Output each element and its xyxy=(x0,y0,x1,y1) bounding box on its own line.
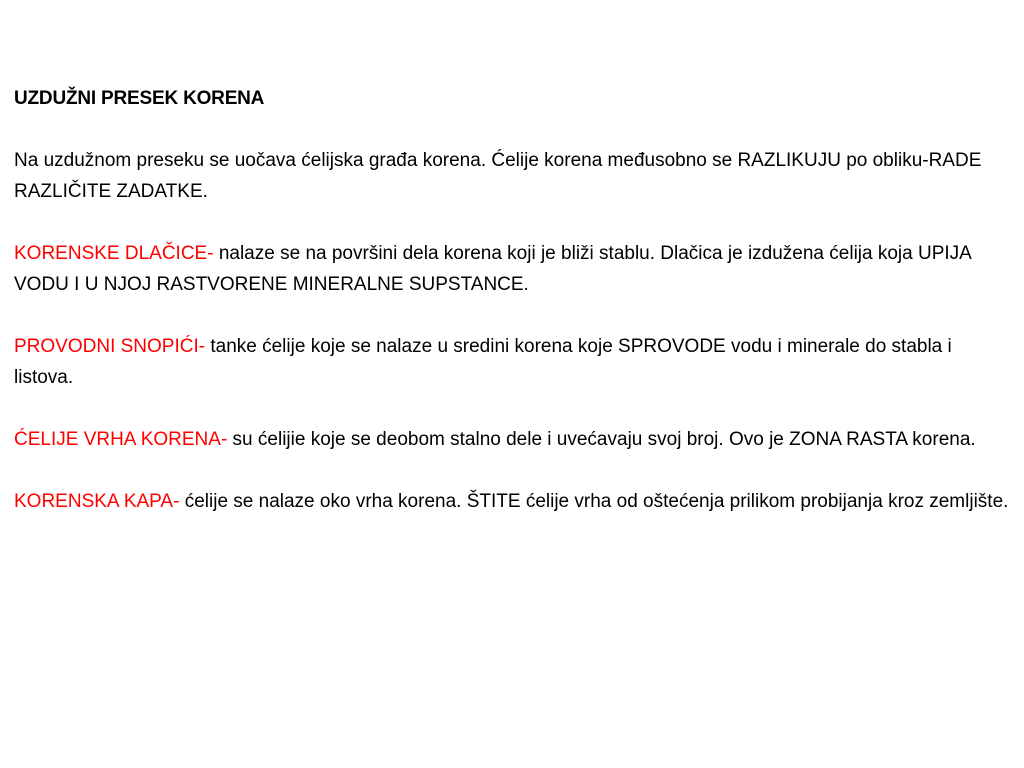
section-text: nalaze se na površini dela korena koji je bliži stablu. Dlačica je izdužena ćelija koja UPIJA VODU I U NJOJ RASTVORENE MINERALNE SUPSTANCE. xyxy=(14,243,971,295)
section-vascular-bundles xyxy=(14,331,1014,393)
section-text: su ćelijie koje se deobom stalno dele i uvećavaju svoj broj. Ovo je ZONA RASTA korena. xyxy=(227,429,976,450)
slide-title: UZDUŽNI PRESEK KORENA xyxy=(14,88,265,109)
section-root-cap xyxy=(14,486,1014,517)
intro-paragraph: Na uzdužnom preseku se uočava ćelijska građa korena. Ćelije korena međusobno se RAZLIKUJU po obliku-RADE RAZLIČITE ZADATKE. xyxy=(14,150,982,202)
section-text: ćelije se nalaze oko vrha korena. ŠTITE ćelije vrha od oštećenja prilikom probijanja kroz zemljište. xyxy=(179,491,1009,512)
slide-content xyxy=(14,83,1014,548)
section-term: ĆELIJE VRHA KORENA- xyxy=(14,429,228,450)
section-root-tip-cells xyxy=(14,424,1014,455)
section-root-hairs xyxy=(14,238,1014,300)
section-text: tanke ćelije koje se nalaze u sredini korena koje SPROVODE vodu i minerale do stabla i listova. xyxy=(14,336,952,388)
section-term: KORENSKE DLAČICE- xyxy=(14,243,214,264)
section-term: KORENSKA KAPA- xyxy=(14,491,180,512)
section-term: PROVODNI SNOPIĆI- xyxy=(14,336,206,357)
